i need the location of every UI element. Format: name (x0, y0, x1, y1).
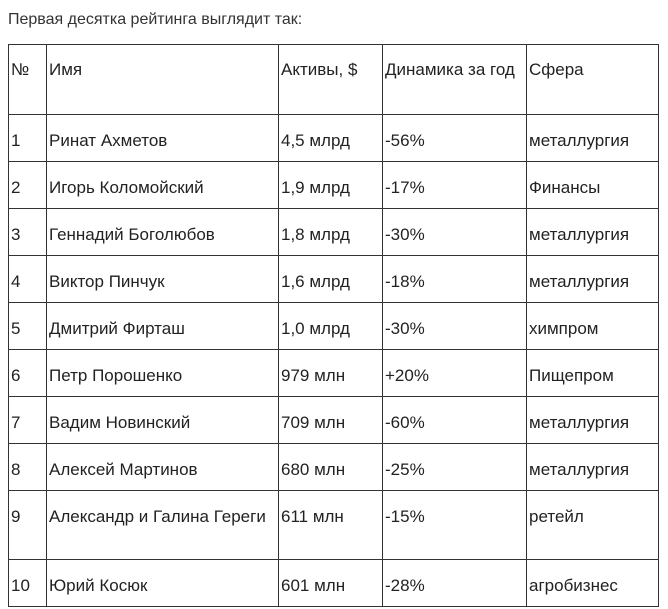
table-row (9, 115, 659, 162)
cell-assets: 1,9 млрд (279, 162, 383, 209)
cell-assets: 611 млн (279, 491, 383, 560)
cell-sphere: металлургия (527, 115, 659, 162)
cell-assets: 1,0 млрд (279, 303, 383, 350)
cell-num: 8 (9, 444, 47, 491)
cell-num: 7 (9, 397, 47, 444)
cell-num: 9 (9, 491, 47, 560)
cell-sphere: металлургия (527, 444, 659, 491)
cell-dynamics: -28% (383, 560, 527, 607)
table-row (9, 303, 659, 350)
cell-assets: 1,8 млрд (279, 209, 383, 256)
cell-num: 5 (9, 303, 47, 350)
cell-name: Дмитрий Фирташ (47, 303, 279, 350)
cell-num: 1 (9, 115, 47, 162)
table-row (9, 162, 659, 209)
cell-sphere: Пищепром (527, 350, 659, 397)
table-header (9, 45, 659, 115)
cell-sphere: ретейл (527, 491, 659, 560)
table-row (9, 560, 659, 607)
table-row (9, 209, 659, 256)
cell-name: Геннадий Боголюбов (47, 209, 279, 256)
cell-dynamics: -25% (383, 444, 527, 491)
cell-sphere: металлургия (527, 397, 659, 444)
cell-sphere: агробизнес (527, 560, 659, 607)
cell-assets: 680 млн (279, 444, 383, 491)
cell-dynamics: +20% (383, 350, 527, 397)
cell-sphere: металлургия (527, 209, 659, 256)
cell-dynamics: -56% (383, 115, 527, 162)
cell-name: Александр и Галина Гереги (47, 491, 279, 560)
cell-assets: 1,6 млрд (279, 256, 383, 303)
cell-name: Петр Порошенко (47, 350, 279, 397)
header-num: № (9, 45, 47, 115)
cell-name: Алексей Мартинов (47, 444, 279, 491)
cell-dynamics: -18% (383, 256, 527, 303)
cell-name: Юрий Косюк (47, 560, 279, 607)
table-row (9, 491, 659, 560)
table-row (9, 444, 659, 491)
cell-sphere: химпром (527, 303, 659, 350)
cell-sphere: Финансы (527, 162, 659, 209)
table-row (9, 256, 659, 303)
table-row (9, 350, 659, 397)
header-name: Имя (47, 45, 279, 115)
header-assets: Активы, $ (279, 45, 383, 115)
cell-assets: 709 млн (279, 397, 383, 444)
cell-name: Виктор Пинчук (47, 256, 279, 303)
cell-sphere: металлургия (527, 256, 659, 303)
cell-dynamics: -17% (383, 162, 527, 209)
cell-num: 10 (9, 560, 47, 607)
cell-name: Ринат Ахметов (47, 115, 279, 162)
cell-dynamics: -60% (383, 397, 527, 444)
cell-dynamics: -15% (383, 491, 527, 560)
header-dynamics: Динамика за год (383, 45, 527, 115)
rating-table (8, 44, 659, 607)
table-row (9, 397, 659, 444)
cell-num: 3 (9, 209, 47, 256)
cell-assets: 979 млн (279, 350, 383, 397)
cell-name: Вадим Новинский (47, 397, 279, 444)
cell-num: 4 (9, 256, 47, 303)
cell-num: 2 (9, 162, 47, 209)
table-body (9, 115, 659, 607)
cell-num: 6 (9, 350, 47, 397)
cell-assets: 601 млн (279, 560, 383, 607)
cell-dynamics: -30% (383, 303, 527, 350)
intro-text: Первая десятка рейтинга выглядит так: (8, 11, 303, 28)
cell-name: Игорь Коломойский (47, 162, 279, 209)
cell-assets: 4,5 млрд (279, 115, 383, 162)
header-row (9, 45, 659, 115)
cell-dynamics: -30% (383, 209, 527, 256)
header-sphere: Сфера (527, 45, 659, 115)
